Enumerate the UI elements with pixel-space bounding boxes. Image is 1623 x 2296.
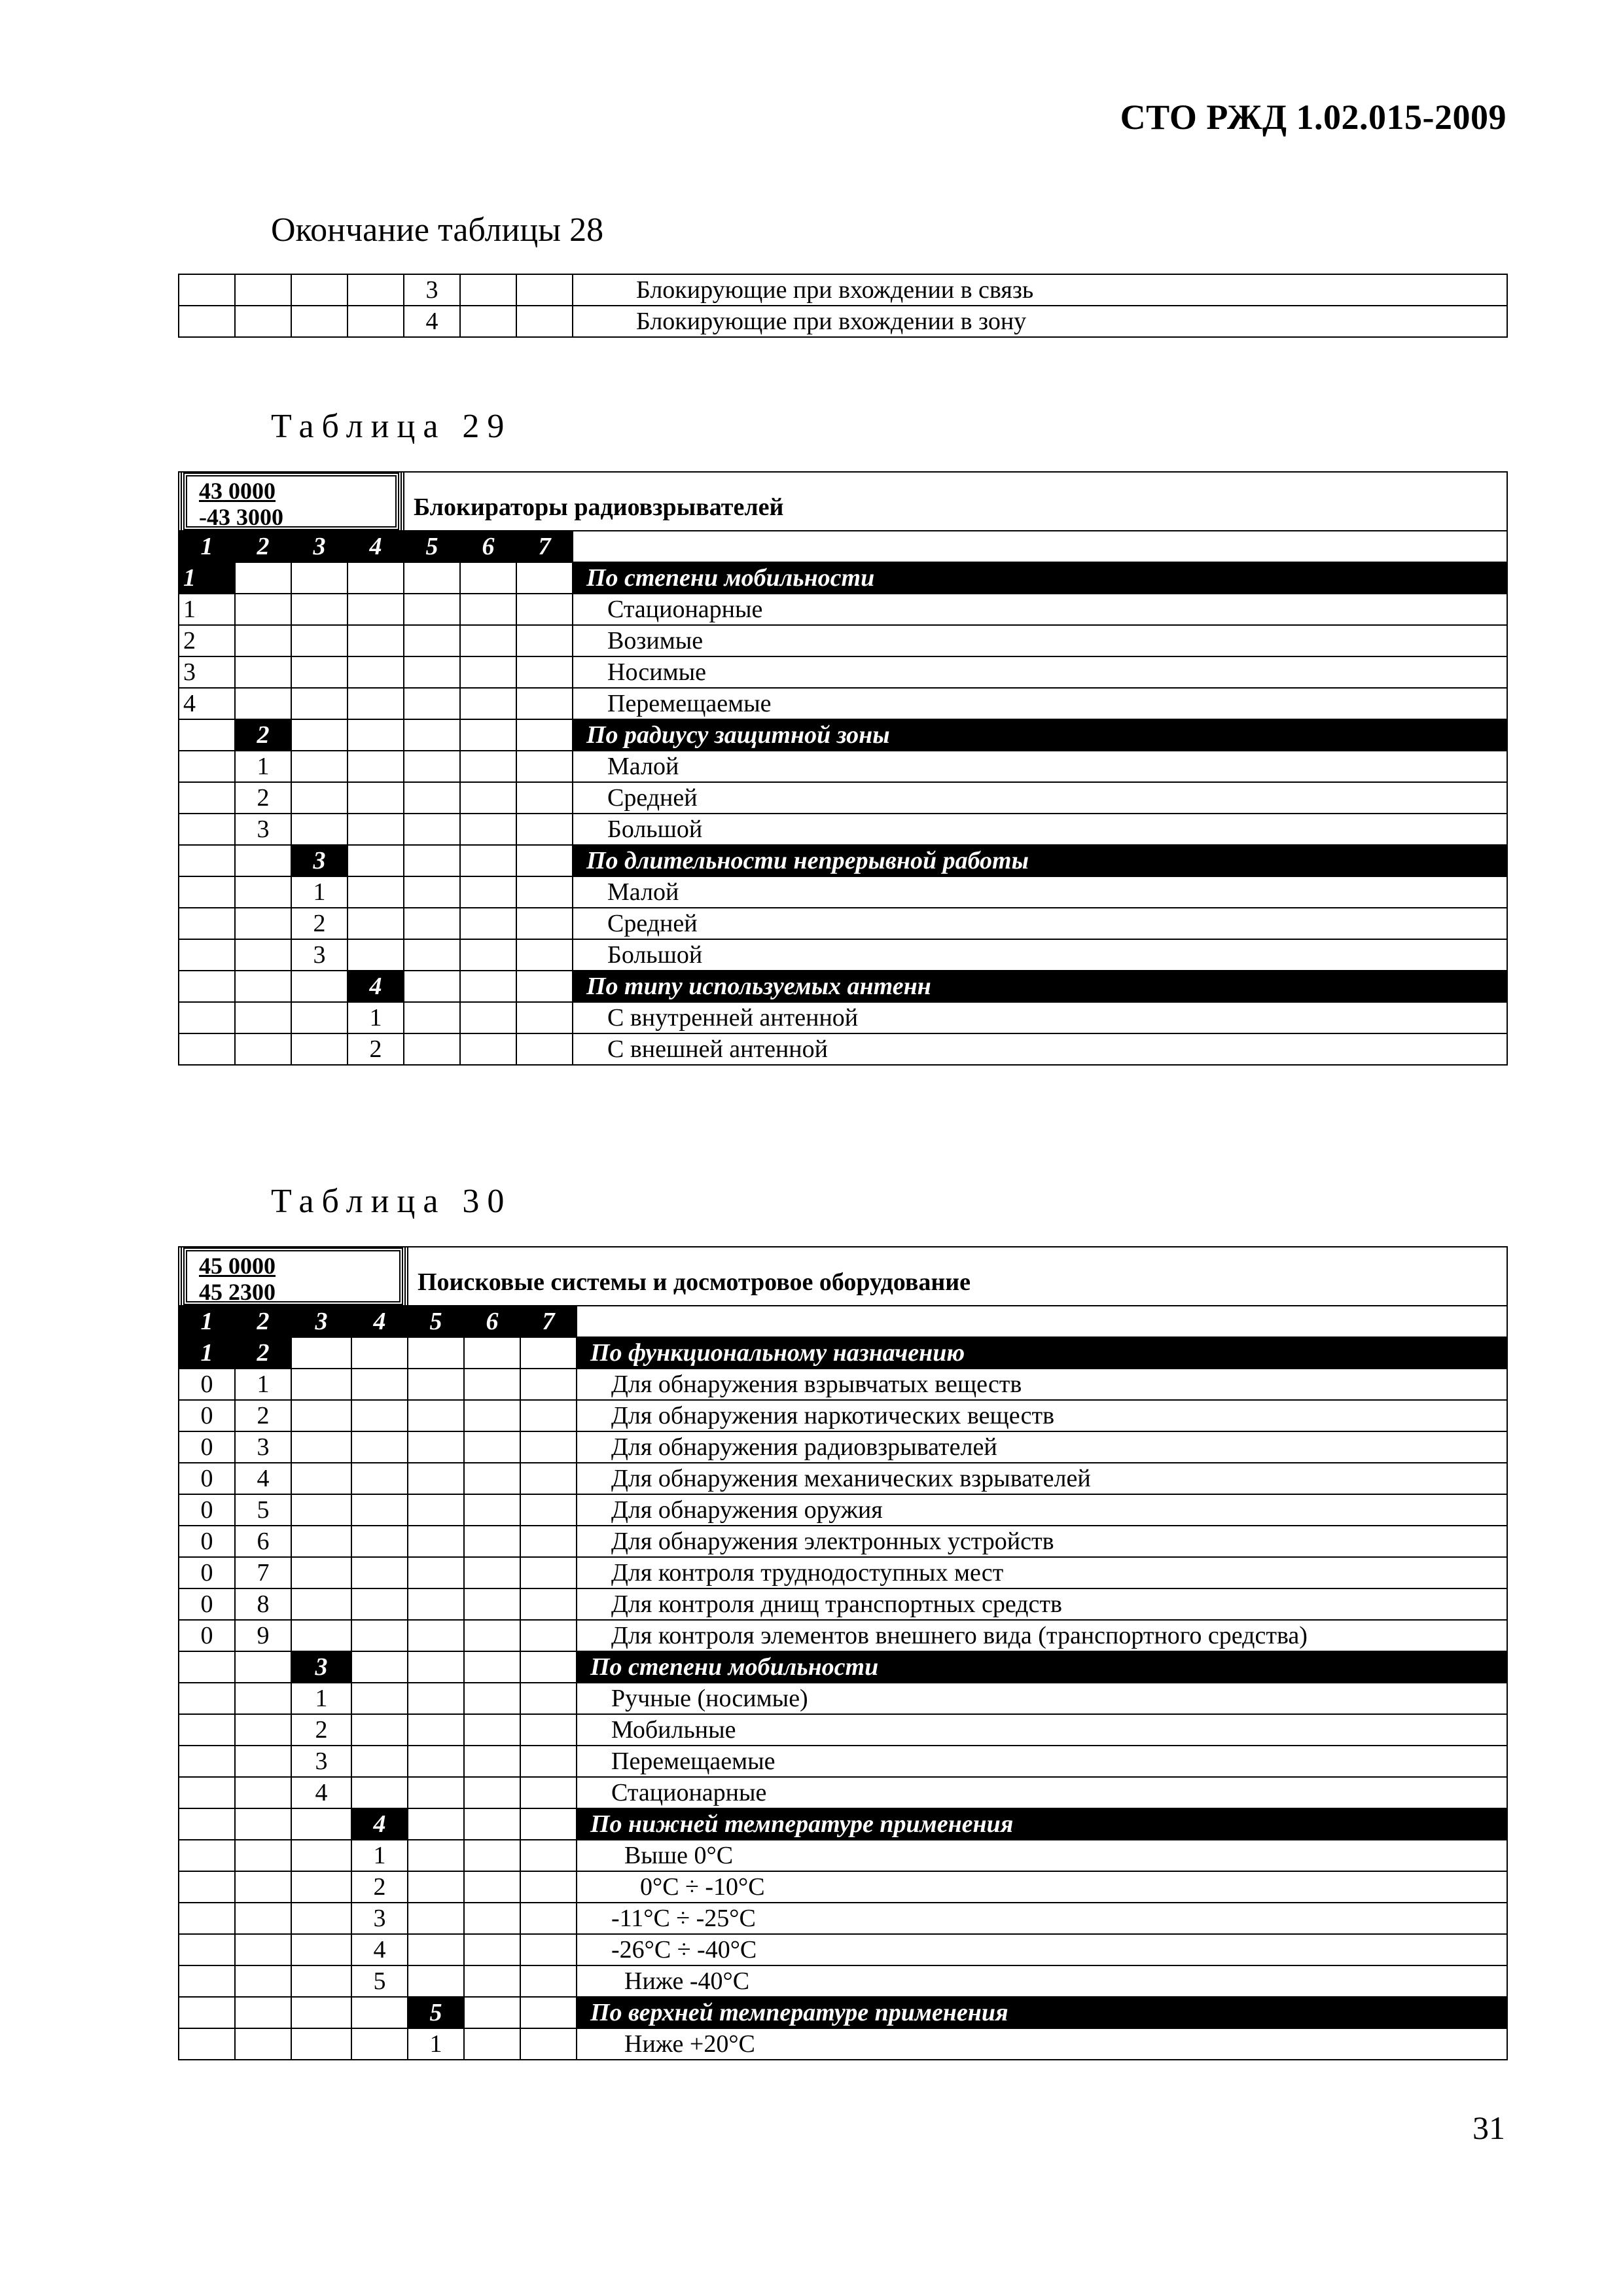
group-code: 4: [351, 1808, 408, 1840]
item-code: 1: [351, 1840, 408, 1871]
code-range-start: 45 0000: [199, 1253, 276, 1279]
item-code: 1: [348, 1002, 404, 1033]
item-label: Ниже +20°С: [577, 2028, 1507, 2060]
column-number: 2: [235, 1306, 291, 1337]
item-label: -11°С ÷ -25°С: [577, 1903, 1507, 1934]
item-code: 4: [351, 1934, 408, 1965]
table-row: [179, 1683, 1507, 1714]
table-heading-row: [179, 472, 1507, 531]
table-row: [179, 274, 1507, 306]
group-row: [179, 562, 1507, 594]
column-number: 5: [404, 531, 460, 562]
table-row: [179, 1463, 1507, 1494]
item-code: 1: [291, 876, 348, 908]
group-label: По нижней температуре применения: [577, 1808, 1507, 1840]
code-range-end: -43 3000: [199, 504, 283, 530]
column-number: 5: [408, 1306, 464, 1337]
item-label: Стационарные: [577, 1777, 1507, 1808]
item-code: 4: [179, 688, 235, 719]
table-row: [179, 876, 1507, 908]
table-row: [179, 1557, 1507, 1588]
item-label: Ниже -40°С: [577, 1965, 1507, 1997]
item-code: 3: [235, 814, 291, 845]
table-row: [179, 594, 1507, 625]
item-code: 0: [179, 1400, 235, 1431]
group-label: По верхней температуре применения: [577, 1997, 1507, 2028]
item-label: Для обнаружения электронных устройств: [577, 1526, 1507, 1557]
item-label: 0°С ÷ -10°С: [577, 1871, 1507, 1903]
code-cell: 4: [404, 306, 460, 337]
group-code: 2: [235, 719, 291, 751]
item-code: 1: [408, 2028, 464, 2060]
table-row: [179, 751, 1507, 782]
column-number: 6: [464, 1306, 520, 1337]
table-row: [179, 1965, 1507, 1997]
table-row: [179, 1431, 1507, 1463]
table-row: [179, 688, 1507, 719]
item-code: 5: [235, 1494, 291, 1526]
table-29: [178, 471, 1508, 1066]
column-number: 3: [291, 1306, 351, 1337]
table-row: [179, 1620, 1507, 1651]
item-code: 2: [235, 1400, 291, 1431]
item-code: 9: [235, 1620, 291, 1651]
table-row: [179, 1400, 1507, 1431]
item-code: 0: [179, 1557, 235, 1588]
table-row: [179, 306, 1507, 337]
table-row: [179, 1588, 1507, 1620]
group-label: По длительности непрерывной работы: [573, 845, 1507, 876]
group-label: По степени мобильности: [577, 1651, 1507, 1683]
classification-code-box: [183, 1247, 403, 1305]
document-code-header: СТО РЖД 1.02.015-2009: [1120, 98, 1507, 137]
table-heading-row: [179, 1247, 1507, 1306]
table-row: [179, 908, 1507, 939]
item-code: 0: [179, 1526, 235, 1557]
item-label: -26°С ÷ -40°С: [577, 1934, 1507, 1965]
table-row: [179, 656, 1507, 688]
table-row: [179, 1714, 1507, 1746]
code-cell: 3: [404, 274, 460, 306]
row-description: Блокирующие при вхождении в связь: [573, 274, 1507, 306]
group-label: По радиусу защитной зоны: [573, 719, 1507, 751]
table-row: [179, 814, 1507, 845]
item-code: 0: [179, 1369, 235, 1400]
group-row: [179, 845, 1507, 876]
group-code: 3: [291, 1651, 351, 1683]
table-29-caption: Таблица 29: [271, 408, 512, 445]
table-title: Блокираторы радиовзрывателей: [404, 472, 1507, 531]
table-row: [179, 1746, 1507, 1777]
table-row: [179, 939, 1507, 971]
item-code: 2: [235, 782, 291, 814]
table-row: [179, 1777, 1507, 1808]
item-code: 1: [179, 594, 235, 625]
item-label: Для контроля днищ транспортных средств: [577, 1588, 1507, 1620]
item-label: Стационарные: [573, 594, 1507, 625]
item-label: Ручные (носимые): [577, 1683, 1507, 1714]
table-row: [179, 1526, 1507, 1557]
column-numbers-row: [179, 1306, 1507, 1337]
column-number: 7: [516, 531, 573, 562]
column-number: 2: [235, 531, 291, 562]
item-code: 8: [235, 1588, 291, 1620]
group-code: 1: [179, 1337, 235, 1369]
table-row: [179, 1903, 1507, 1934]
item-label: Большой: [573, 814, 1507, 845]
column-number: 4: [351, 1306, 408, 1337]
item-code: 2: [348, 1033, 404, 1065]
page-number: 31: [1472, 2109, 1505, 2146]
item-code: 0: [179, 1588, 235, 1620]
item-label: С внутренней антенной: [573, 1002, 1507, 1033]
group-code: 1: [179, 562, 235, 594]
row-description: Блокирующие при вхождении в зону: [573, 306, 1507, 337]
item-label: Возимые: [573, 625, 1507, 656]
column-number: 1: [179, 531, 235, 562]
column-number: 6: [460, 531, 516, 562]
item-code: 1: [235, 751, 291, 782]
table-row: [179, 1002, 1507, 1033]
item-label: С внешней антенной: [573, 1033, 1507, 1065]
table-row: [179, 2028, 1507, 2060]
group-code: 2: [235, 1337, 291, 1369]
classification-code-box: [183, 473, 399, 530]
table-30: [178, 1246, 1508, 2060]
item-code: 1: [291, 1683, 351, 1714]
group-row: [179, 1997, 1507, 2028]
group-row: [179, 719, 1507, 751]
item-code: 2: [291, 1714, 351, 1746]
item-code: 3: [291, 1746, 351, 1777]
item-code: 7: [235, 1557, 291, 1588]
item-code: 3: [235, 1431, 291, 1463]
table-row: [179, 1840, 1507, 1871]
item-code: 6: [235, 1526, 291, 1557]
item-label: Мобильные: [577, 1714, 1507, 1746]
item-code: 3: [179, 656, 235, 688]
column-number: 7: [520, 1306, 577, 1337]
table-row: [179, 625, 1507, 656]
item-label: Носимые: [573, 656, 1507, 688]
item-code: 0: [179, 1494, 235, 1526]
item-label: Для контроля элементов внешнего вида (транспортного средства): [577, 1620, 1507, 1651]
item-code: 1: [235, 1369, 291, 1400]
item-code: 2: [179, 625, 235, 656]
table-title: Поисковые системы и досмотровое оборудование: [408, 1247, 1507, 1306]
table-row: [179, 1369, 1507, 1400]
table-row: [179, 1871, 1507, 1903]
table-row: [179, 782, 1507, 814]
code-range-end: 45 2300: [199, 1279, 276, 1305]
item-code: 2: [351, 1871, 408, 1903]
group-code: 3: [291, 845, 348, 876]
table-row: [179, 1934, 1507, 1965]
group-label: По степени мобильности: [573, 562, 1507, 594]
group-code: 5: [408, 1997, 464, 2028]
column-number: 4: [348, 531, 404, 562]
item-label: Выше 0°С: [577, 1840, 1507, 1871]
item-label: Для обнаружения наркотических веществ: [577, 1400, 1507, 1431]
group-row: [179, 1651, 1507, 1683]
item-label: Большой: [573, 939, 1507, 971]
column-numbers-row: [179, 531, 1507, 562]
group-code: 4: [348, 971, 404, 1002]
group-row: [179, 1337, 1507, 1369]
item-code: 3: [351, 1903, 408, 1934]
table-28: [178, 274, 1508, 338]
group-label: По типу используемых антенн: [573, 971, 1507, 1002]
item-label: Для обнаружения взрывчатых веществ: [577, 1369, 1507, 1400]
item-label: Средней: [573, 782, 1507, 814]
table-30-caption: Таблица 30: [271, 1183, 512, 1220]
item-code: 3: [291, 939, 348, 971]
column-number: 3: [291, 531, 348, 562]
item-code: 0: [179, 1463, 235, 1494]
table-28-caption: Окончание таблицы 28: [271, 211, 604, 249]
item-label: Перемещаемые: [577, 1746, 1507, 1777]
group-row: [179, 971, 1507, 1002]
item-label: Перемещаемые: [573, 688, 1507, 719]
item-code: 4: [291, 1777, 351, 1808]
item-label: Для обнаружения радиовзрывателей: [577, 1431, 1507, 1463]
classification-code-cell: [179, 1247, 408, 1306]
group-label: По функциональному назначению: [577, 1337, 1507, 1369]
code-range-start: 43 0000: [199, 478, 276, 504]
classification-code-cell: [179, 472, 404, 531]
item-label: Малой: [573, 751, 1507, 782]
table-row: [179, 1494, 1507, 1526]
item-label: Малой: [573, 876, 1507, 908]
column-number: 1: [179, 1306, 235, 1337]
item-label: Средней: [573, 908, 1507, 939]
item-code: 5: [351, 1965, 408, 1997]
item-label: Для контроля труднодоступных мест: [577, 1557, 1507, 1588]
item-code: 2: [291, 908, 348, 939]
table-row: [179, 1033, 1507, 1065]
item-label: Для обнаружения оружия: [577, 1494, 1507, 1526]
item-code: 4: [235, 1463, 291, 1494]
group-row: [179, 1808, 1507, 1840]
item-code: 0: [179, 1620, 235, 1651]
item-code: 0: [179, 1431, 235, 1463]
item-label: Для обнаружения механических взрывателей: [577, 1463, 1507, 1494]
